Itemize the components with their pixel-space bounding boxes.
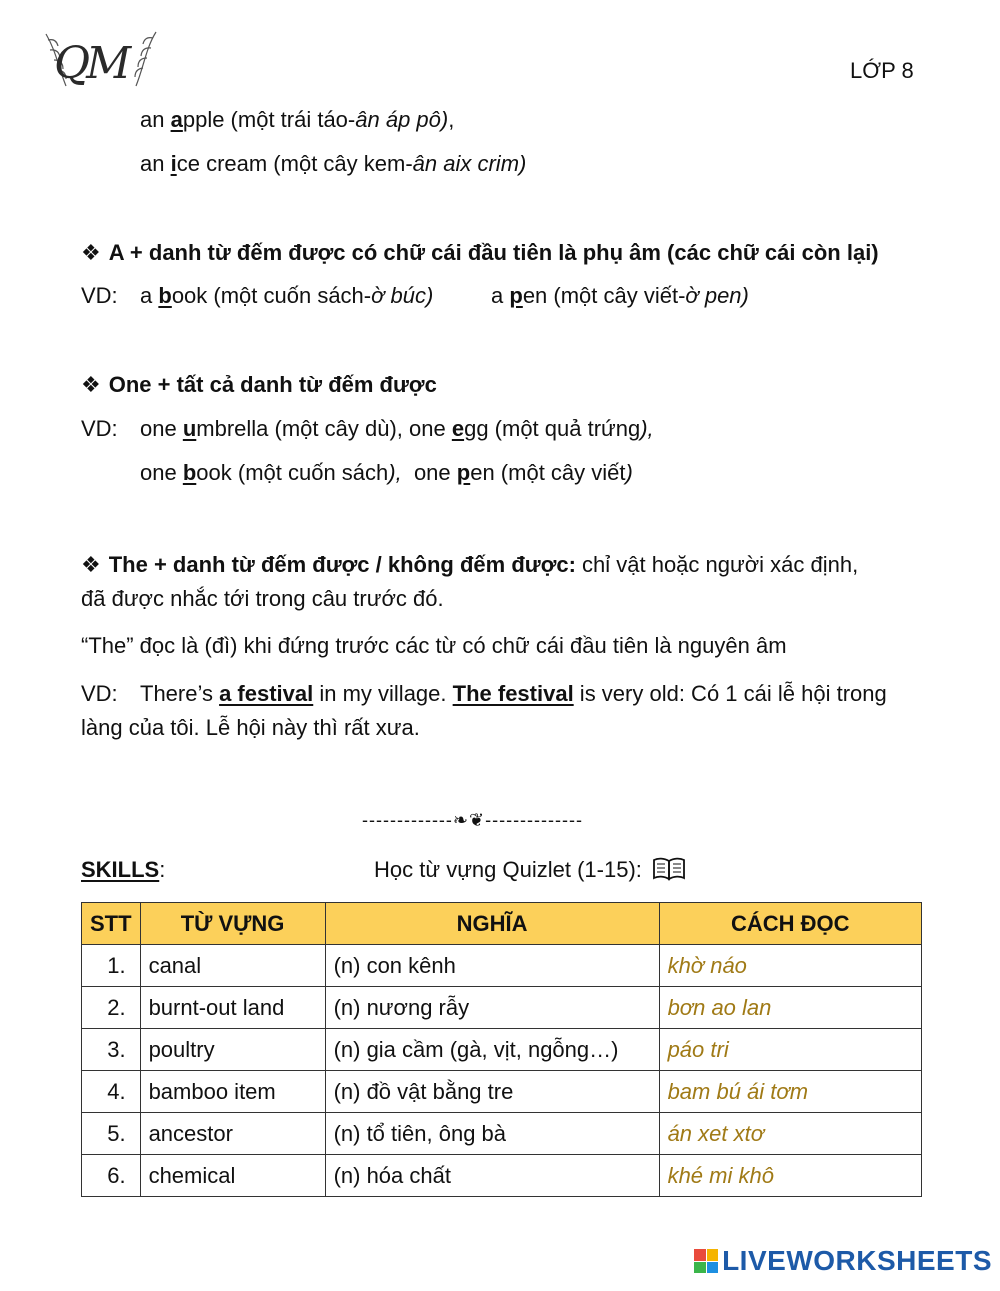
vocabulary-table (81, 902, 922, 1197)
row-word: burnt-out land (140, 987, 325, 1029)
grade-label: LỚP 8 (850, 58, 914, 83)
skills-heading: SKILLS: (81, 857, 166, 882)
table-row (82, 1029, 922, 1071)
row-meaning: (n) con kênh (325, 945, 659, 987)
table-row (82, 1155, 922, 1197)
example-an-ice-cream: an ice cream (một cây kem-ân aix crim) (140, 151, 527, 176)
row-pronunciation: khờ náo (659, 945, 921, 987)
table-header-row (82, 903, 922, 945)
header-meaning: NGHĨA (325, 903, 659, 945)
row-number: 1. (82, 945, 141, 987)
rule-the-heading: ❖ The + danh từ đếm được / không đếm được: chỉ vật hoặc người xác định, (81, 552, 859, 577)
diamond-bullet-icon: ❖ (81, 372, 101, 397)
table-row (82, 1071, 922, 1113)
diamond-bullet-icon: ❖ (81, 552, 101, 577)
header-word: TỪ VỰNG (140, 903, 325, 945)
rule-the-example-line2: làng của tôi. Lễ hội này thì rất xưa. (81, 715, 420, 740)
header-stt: STT (82, 903, 141, 945)
logo (36, 26, 166, 94)
row-number: 4. (82, 1071, 141, 1113)
quizlet-note: Học từ vựng Quizlet (1-15): (374, 855, 686, 889)
row-pronunciation: án xet xtơ (659, 1113, 921, 1155)
logo-text: QM (54, 38, 128, 89)
liveworksheets-brand: LIVEWORKSHEETS (722, 1245, 992, 1276)
row-number: 6. (82, 1155, 141, 1197)
row-word: canal (140, 945, 325, 987)
row-word: chemical (140, 1155, 325, 1197)
section-divider: -------------❧❦-------------- (362, 810, 584, 830)
liveworksheets-logo (694, 1245, 992, 1277)
example-an-apple: an apple (một trái táo-ân áp pô), (140, 107, 455, 132)
row-meaning: (n) đồ vật bằng tre (325, 1071, 659, 1113)
diamond-bullet-icon: ❖ (81, 240, 101, 265)
book-icon (652, 857, 686, 889)
row-number: 5. (82, 1113, 141, 1155)
table-row (82, 987, 922, 1029)
row-word: ancestor (140, 1113, 325, 1155)
rule-a-heading: ❖ A + danh từ đếm được có chữ cái đầu tiên là phụ âm (các chữ cái còn lại) (81, 240, 879, 265)
row-pronunciation: bơn ao lan (659, 987, 921, 1029)
table-row (82, 945, 922, 987)
rule-one-heading: ❖ One + tất cả danh từ đếm được (81, 372, 437, 397)
table-row (82, 1113, 922, 1155)
row-pronunciation: páo tri (659, 1029, 921, 1071)
row-word: poultry (140, 1029, 325, 1071)
row-meaning: (n) tổ tiên, ông bà (325, 1113, 659, 1155)
header-pronunciation: CÁCH ĐỌC (659, 903, 921, 945)
row-meaning: (n) gia cầm (gà, vịt, ngỗng…) (325, 1029, 659, 1071)
row-meaning: (n) hóa chất (325, 1155, 659, 1197)
row-number: 3. (82, 1029, 141, 1071)
rule-the-desc: đã được nhắc tới trong câu trước đó. (81, 586, 444, 611)
row-meaning: (n) nương rẫy (325, 987, 659, 1029)
liveworksheets-icon (694, 1249, 718, 1273)
row-pronunciation: bam bú ái tơm (659, 1071, 921, 1113)
row-pronunciation: khé mi khô (659, 1155, 921, 1197)
rule-the-note: “The” đọc là (đì) khi đứng trước các từ có chữ cái đầu tiên là nguyên âm (81, 633, 787, 658)
rule-one-example-line2: one book (một cuốn sách), one pen (một cây viết) (140, 460, 633, 485)
row-number: 2. (82, 987, 141, 1029)
row-word: bamboo item (140, 1071, 325, 1113)
